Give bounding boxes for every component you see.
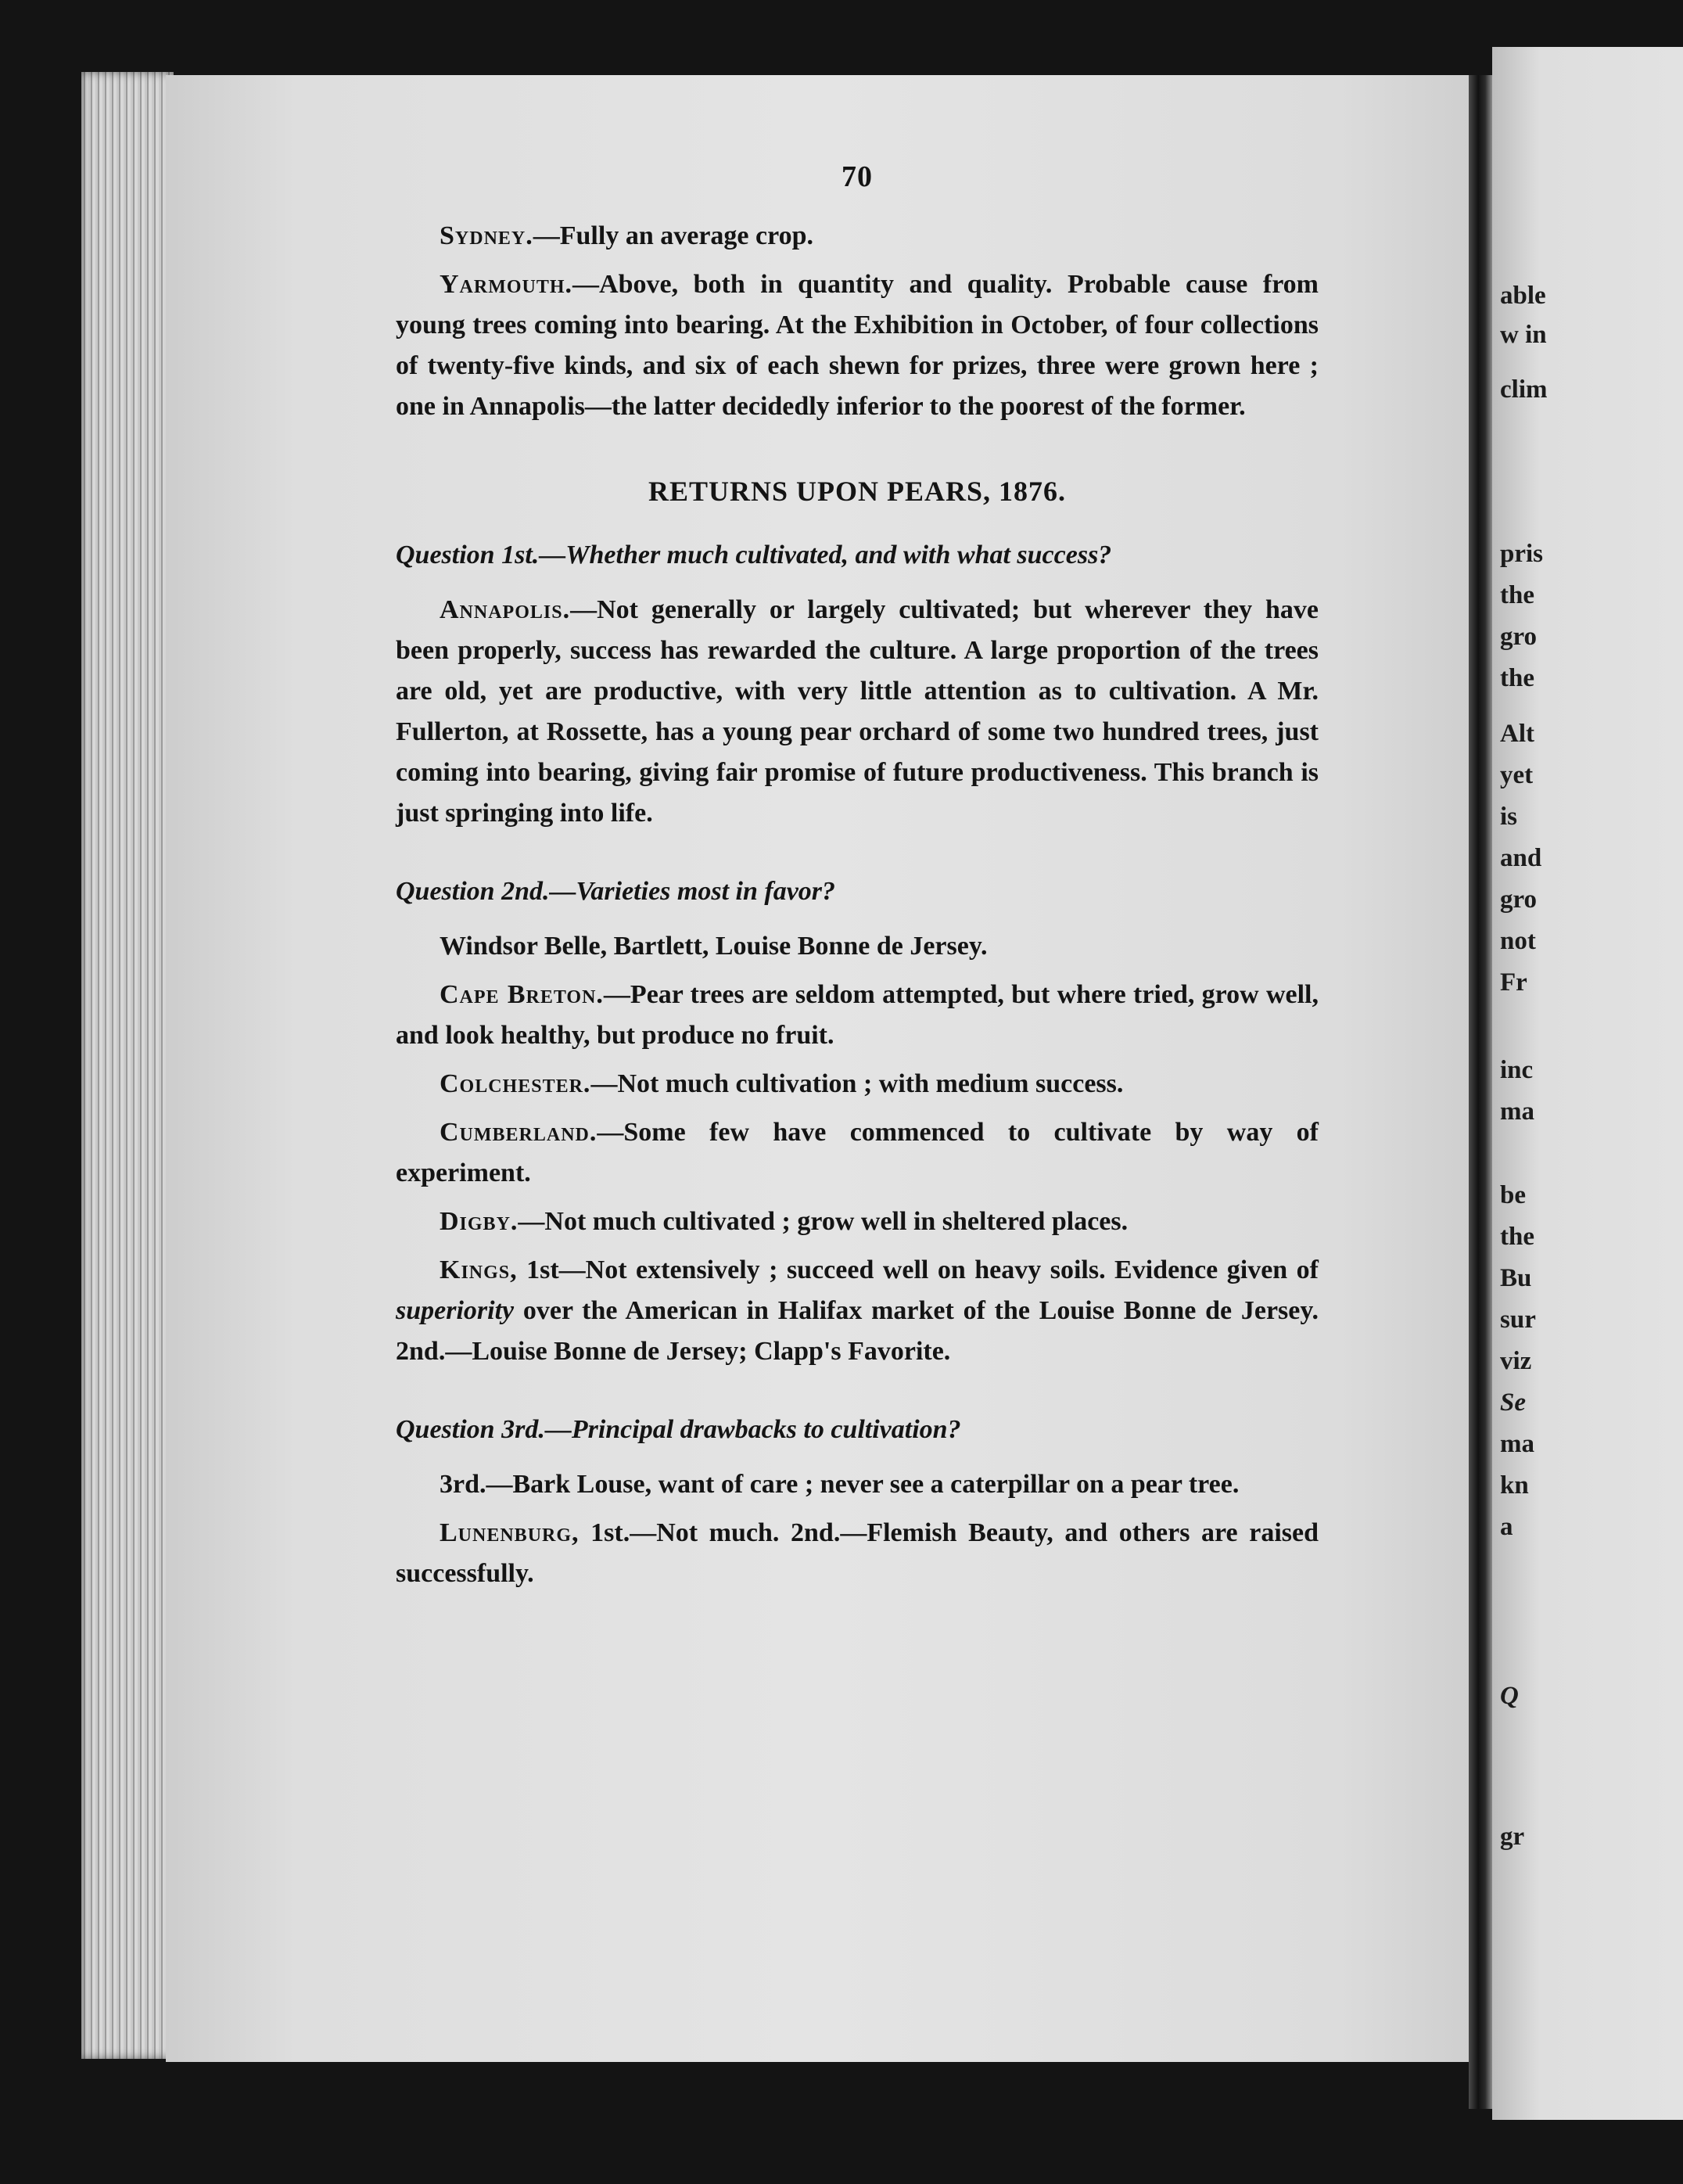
- paragraph-varieties: Windsor Belle, Bartlett, Louise Bonne de Jersey.: [440, 932, 988, 961]
- page-text: [396, 156, 1319, 1602]
- right-page: [1492, 47, 1683, 2120]
- right-page-fragment: gr: [1500, 1823, 1525, 1851]
- right-page-fragment: Se: [1500, 1388, 1526, 1417]
- question-heading: Question 2nd.—Varieties most in favor?: [396, 877, 836, 906]
- right-page-fragment: be: [1500, 1181, 1526, 1209]
- question-heading: Question 3rd.—Principal drawbacks to cultivation?: [396, 1415, 961, 1444]
- paragraph-text: —Fully an average crop.: [533, 221, 813, 250]
- right-page-fragment: ma: [1500, 1430, 1534, 1458]
- right-page-fragment: and: [1500, 844, 1542, 872]
- place-name: Yarmouth.: [440, 270, 573, 299]
- paragraph-text: —Above, both in quantity and quality. Probable cause from young trees coming into bearing. At the Exhibition in October, of four collections of twenty-five kinds, and six of each shewn for prizes, three were grown here ; one in Annapolis—the latter decidedly inferior to the poorest of the former.: [396, 270, 1319, 421]
- paragraph-cape-breton: [396, 975, 1319, 1056]
- paragraph-annapolis: [396, 590, 1319, 834]
- right-page-fragment: is: [1500, 803, 1518, 831]
- right-page-fragment: clim: [1500, 375, 1548, 404]
- right-page-fragment: not: [1500, 927, 1536, 955]
- right-page-fragment: the: [1500, 581, 1534, 609]
- right-page-fragment: the: [1500, 1223, 1534, 1251]
- paragraph-text: —Not much cultivated ; grow well in sheltered places.: [518, 1207, 1129, 1236]
- page-number: 70: [842, 160, 873, 193]
- right-page-fragment: Q: [1500, 1682, 1519, 1710]
- right-page-fragment: able: [1500, 282, 1546, 310]
- right-page-fragment: inc: [1500, 1056, 1534, 1084]
- paragraph-kings: [396, 1250, 1319, 1372]
- right-page-fragment: Fr: [1500, 968, 1527, 997]
- place-name: Colchester.: [440, 1069, 591, 1098]
- paragraph-sydney: [396, 216, 1319, 257]
- section-heading: RETURNS UPON PEARS, 1876.: [648, 476, 1067, 507]
- place-name: Lunenburg,: [440, 1518, 580, 1547]
- right-page-fragment: gro: [1500, 885, 1538, 914]
- paragraph-text: —Not much cultivation ; with medium success.: [590, 1069, 1124, 1098]
- right-page-fragment: yet: [1500, 761, 1534, 789]
- right-page-fragment: w in: [1500, 321, 1547, 349]
- emphasized-word: superiority: [396, 1296, 515, 1325]
- place-name: Cape Breton.: [440, 980, 604, 1009]
- right-page-fragment: sur: [1500, 1306, 1536, 1334]
- right-page-fragment: ma: [1500, 1097, 1534, 1126]
- paragraph-text: —Not generally or largely cultivated; but wherever they have been properly, success has rewarded the culture. A large proportion of the trees are old, yet are productive, with very little attention as to cultivation. A Mr. Fullerton, at Rossette, has a young pear orchard of some two hundred trees, just coming into bearing, giving fair promise of future productiveness. This branch is just springing into life.: [396, 595, 1319, 828]
- right-page-fragment: viz: [1500, 1347, 1532, 1375]
- paragraph-text: 1st—Not extensively ; succeed well on heavy soils. Evidence given of: [517, 1255, 1319, 1284]
- question-heading: Question 1st.—Whether much cultivated, and with what success?: [396, 541, 1112, 569]
- right-page-fragment: kn: [1500, 1471, 1529, 1500]
- paragraph-colchester: [396, 1064, 1319, 1105]
- paragraph-text: over the American in Halifax market of the Louise Bonne de Jersey. 2nd.—Louise Bonne de Jersey; Clapp's Favorite.: [396, 1296, 1319, 1366]
- book-gutter: [1469, 75, 1492, 2109]
- paragraph-digby: [396, 1202, 1319, 1242]
- right-page-fragment: Alt: [1500, 720, 1534, 748]
- book-page-edges: [81, 72, 174, 2059]
- paragraph-cumberland: [396, 1112, 1319, 1194]
- place-name: Digby.: [440, 1207, 519, 1236]
- right-page-fragment: pris: [1500, 540, 1544, 568]
- right-page-fragment: the: [1500, 664, 1534, 692]
- place-name: Kings,: [440, 1255, 518, 1284]
- place-name: Annapolis.: [440, 595, 571, 624]
- paragraph-text: —Pear trees are seldom attempted, but where tried, grow well, and look healthy, but produce no fruit.: [396, 980, 1319, 1050]
- paragraph-yarmouth: [396, 264, 1319, 427]
- paragraph-lunenburg: [396, 1513, 1319, 1594]
- right-page-fragment: Bu: [1500, 1264, 1532, 1292]
- paragraph-text: —Some few have commenced to cultivate by way of experiment.: [396, 1118, 1319, 1187]
- paragraph-third: 3rd.—Bark Louse, want of care ; never see a caterpillar on a pear tree.: [440, 1470, 1240, 1499]
- right-page-fragment: a: [1500, 1513, 1513, 1541]
- paragraph-text: 1st.—Not much. 2nd.—Flemish Beauty, and others are raised successfully.: [396, 1518, 1319, 1588]
- right-page-fragment: gro: [1500, 623, 1538, 651]
- place-name: Sydney.: [440, 221, 533, 250]
- place-name: Cumberland.: [440, 1118, 597, 1147]
